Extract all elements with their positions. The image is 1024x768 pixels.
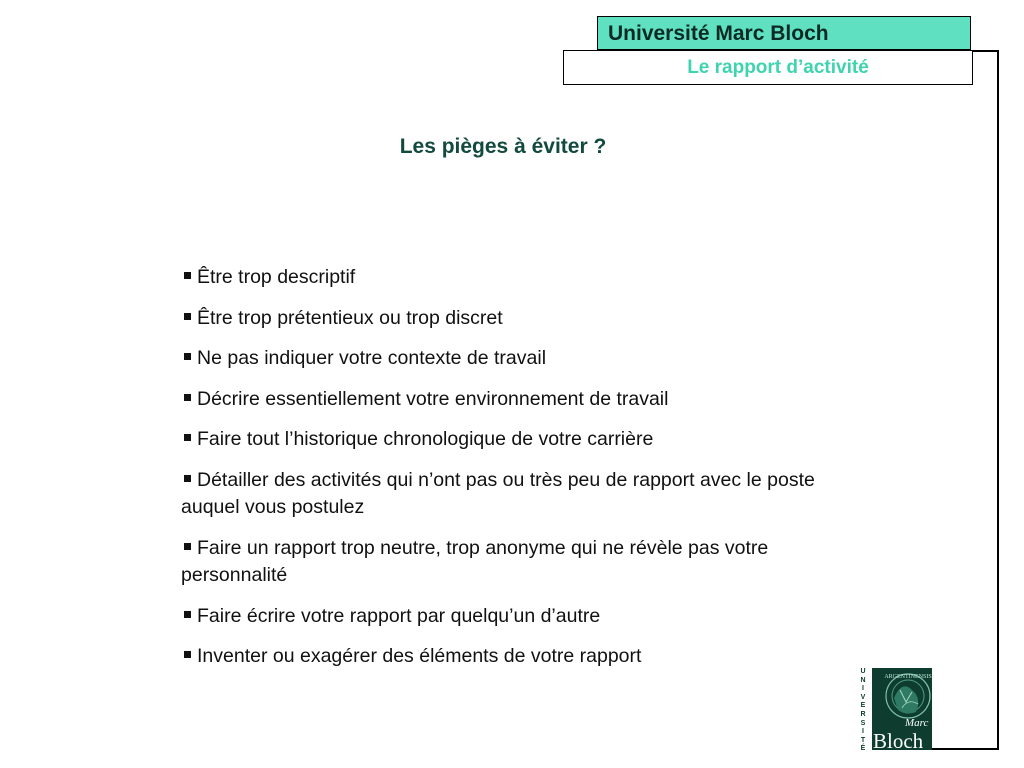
- page-title: Les pièges à éviter ?: [399, 135, 607, 158]
- square-bullet-icon: [184, 651, 191, 658]
- svg-text:Bloch: Bloch: [873, 729, 924, 750]
- list-item: [181, 305, 821, 333]
- square-bullet-icon: [184, 313, 191, 320]
- list-item-text: Faire un rapport trop neutre, trop anonyme qui ne révèle pas votre personnalité: [181, 536, 769, 586]
- frame-bottom-line: [932, 748, 999, 750]
- list-item: [181, 386, 821, 414]
- list-item-text: Faire écrire votre rapport par quelqu’un d’autre: [197, 604, 601, 627]
- list-item: [181, 643, 821, 671]
- square-bullet-icon: [184, 353, 191, 360]
- university-logo: [855, 668, 932, 753]
- pitfalls-list: [181, 264, 821, 684]
- list-item-text: Inventer ou exagérer des éléments de votre rapport: [197, 645, 642, 667]
- university-banner: Université Marc Bloch: [597, 16, 971, 50]
- list-item: [181, 603, 821, 631]
- square-bullet-icon: [184, 543, 191, 550]
- seal-graphic-icon: [872, 668, 932, 750]
- list-item-text: Être trop descriptif: [197, 266, 356, 288]
- square-bullet-icon: [184, 272, 191, 279]
- square-bullet-icon: [184, 475, 191, 482]
- square-bullet-icon: [184, 611, 191, 618]
- svg-text:ARGENTINENSIS: ARGENTINENSIS: [884, 674, 932, 680]
- list-item: [181, 535, 821, 590]
- list-item-text: Décrire essentiellement votre environnement de travail: [197, 387, 669, 410]
- square-bullet-icon: [184, 394, 191, 401]
- list-item: [181, 264, 821, 292]
- logo-seal: [872, 668, 932, 750]
- svg-text:Marc: Marc: [905, 717, 929, 729]
- section-banner: Le rapport d’activité: [563, 50, 973, 85]
- square-bullet-icon: [184, 434, 191, 441]
- list-item-text: Être trop prétentieux ou trop discret: [197, 306, 503, 329]
- list-item: [181, 467, 821, 522]
- logo-vertical-text: U N I V E R S I T É: [860, 668, 866, 753]
- list-item: [181, 345, 821, 373]
- list-item-text: Faire tout l’historique chronologique de votre carrière: [197, 428, 654, 450]
- list-item-text: Détailler des activités qui n’ont pas ou très peu de rapport avec le poste auquel vous postulez: [181, 468, 815, 518]
- list-item: [181, 426, 821, 454]
- list-item-text: Ne pas indiquer votre contexte de travail: [197, 347, 547, 369]
- frame-top-line: [972, 50, 999, 52]
